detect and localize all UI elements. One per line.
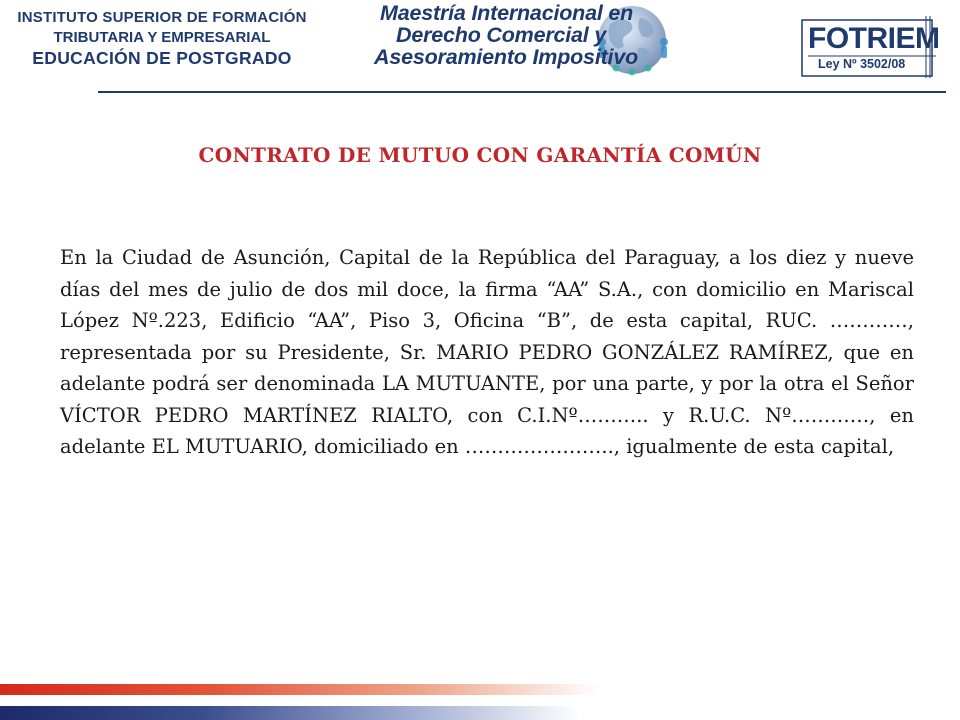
header bbox=[0, 0, 960, 95]
masters-line-3: Asesoramiento Impositivo bbox=[374, 45, 639, 69]
footer-stripe-blue bbox=[0, 706, 580, 720]
masters-line-2: Derecho Comercial y bbox=[396, 23, 607, 47]
institute-line-3: EDUCACIÓN DE POSTGRADO bbox=[32, 48, 292, 68]
fotriem-law: Ley Nº 3502/08 bbox=[818, 57, 906, 71]
document-paragraph: En la Ciudad de Asunción, Capital de la República del Paraguay, a los diez y nueve días del mes de julio de dos mil doce, la firma “AA” S.A., con domicilio en Mariscal López Nº.223, Edificio “AA”, Piso 3, Oficina “B”, de esta capital, RUC. …………, representada por su Presidente, Sr. MARIO PEDRO GONZÁLEZ RAMÍREZ, que en adelante podrá ser denominada LA MUTUANTE, por una parte, y por la otra el Señor VÍCTOR PEDRO MARTÍNEZ RIALTO, con C.I.Nº……….. y R.U.C. Nº…………, en adelante EL MUTUARIO, domiciliado en ………………….., igualmente de esta capital, bbox=[60, 246, 914, 458]
fotriem-name: FOTRIEM bbox=[808, 22, 940, 55]
institute-logo-text bbox=[14, 8, 310, 68]
institute-line-2: TRIBUTARIA Y EMPRESARIAL bbox=[53, 29, 271, 46]
masters-logo-text bbox=[374, 2, 638, 68]
masters-line-1: Maestría Internacional en bbox=[380, 1, 634, 25]
footer-stripe-red bbox=[0, 684, 600, 695]
institute-line-1: INSTITUTO SUPERIOR DE FORMACIÓN bbox=[17, 9, 307, 26]
document-title: CONTRATO DE MUTUO CON GARANTÍA COMÚN bbox=[198, 143, 762, 167]
header-divider bbox=[98, 91, 946, 93]
